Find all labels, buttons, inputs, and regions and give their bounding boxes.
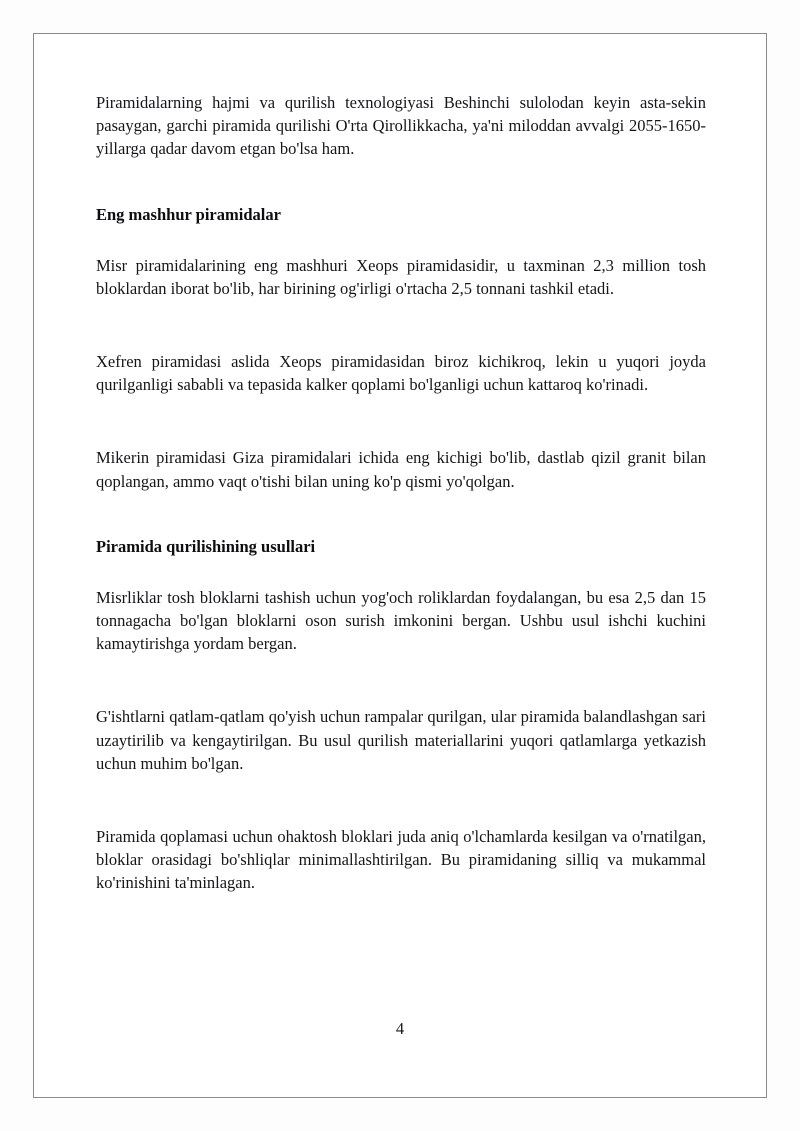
paragraph-limestone-casing: Piramida qoplamasi uchun ohaktosh bloklari juda aniq o'lchamlarda kesilgan va o'rnatilgan, bloklar orasidagi bo'shliqlar minimallashtirilgan. Bu piramidaning silliq va mukammal ko'rinishini ta'minlagan. — [96, 827, 706, 893]
paragraph-menkaure: Mikerin piramidasi Giza piramidalari ichida eng kichigi bo'lib, dastlab qizil granit bilan qoplangan, ammo vaqt o'tishi bilan uning ko'p qismi yo'qolgan. — [96, 448, 706, 491]
vertical-spacer — [96, 226, 706, 254]
vertical-spacer — [96, 300, 706, 350]
paragraph-pyramid-decline: Piramidalarning hajmi va qurilish texnologiyasi Beshinchi sulolodan keyin asta-sekin pasaygan, garchi piramida qurilishi O'rta Qirollikkacha, ya'ni miloddan avvalgi 2055-1650-yillarga qadar davom etgan bo'lsa ham. — [96, 93, 706, 159]
paragraph-wooden-rollers: Misrliklar tosh bloklarni tashish uchun yog'och roliklardan foydalangan, bu esa 2,5 dan 15 tonnagacha bo'lgan bloklarni oson surish imkonini bergan. Ushbu usul ishchi kuchini kamaytirishga yordam bergan. — [96, 587, 706, 654]
vertical-spacer — [96, 161, 706, 203]
vertical-spacer — [96, 493, 706, 535]
heading-construction-methods: Piramida qurilishining usullari — [96, 536, 316, 556]
paragraph-ramps: G'ishtlarni qatlam-qatlam qo'yish uchun rampalar qurilgan, ular piramida balandlashgan sari uzaytirilib va kengaytirilgan. Bu usul qurilish materiallarini yuqori qatlamlarga yetkazish uchun muhim bo'lgan. — [96, 707, 706, 773]
page-number: 4 — [395, 1019, 405, 1038]
text-column — [96, 91, 706, 895]
heading-famous-pyramids: Eng mashhur piramidalar — [96, 204, 281, 224]
vertical-spacer — [96, 775, 706, 825]
paragraph-cheops: Misr piramidalarining eng mashhuri Xeops piramidasidir, u taxminan 2,3 million tosh bloklardan iborat bo'lib, har birining og'irligi o'rtacha 2,5 tonnani tashkil etadi. — [96, 255, 706, 298]
vertical-spacer — [96, 655, 706, 705]
paragraph-khafre: Xefren piramidasi aslida Xeops piramidasidan biroz kichikroq, lekin u yuqori joyda qurilganligi sababli va tepasida kalker qoplami bo'lganligi uchun kattaroq ko'rinadi. — [96, 352, 706, 395]
document-page — [33, 33, 767, 1098]
vertical-spacer — [96, 396, 706, 446]
vertical-spacer — [96, 558, 706, 586]
